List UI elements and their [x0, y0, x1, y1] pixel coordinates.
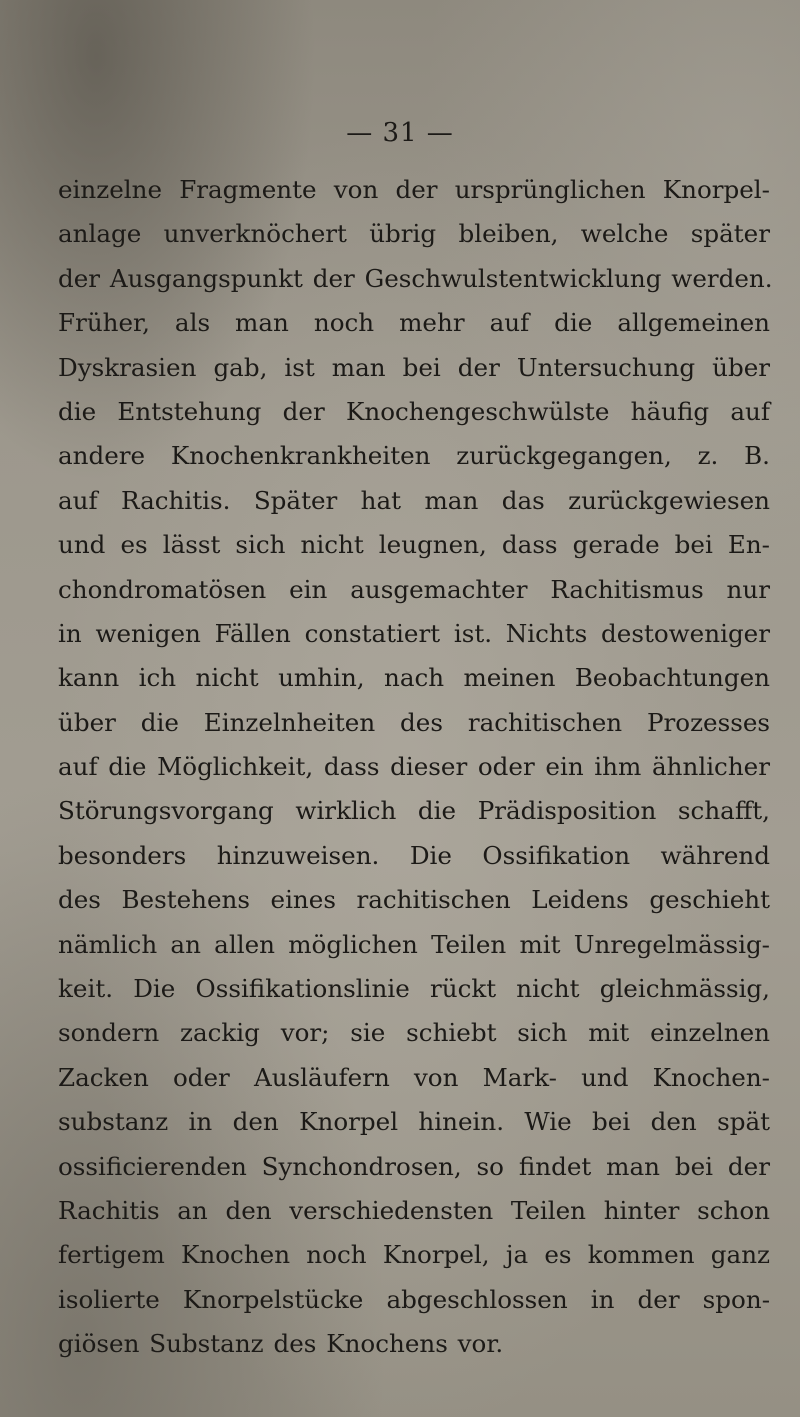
text-line: fertigem Knochen noch Knorpel, ja es kommen ganz	[58, 1240, 770, 1270]
text-line: Früher, als man noch mehr auf die allgemeinen	[58, 308, 770, 338]
text-line: besonders hinzuweisen. Die Ossifikation während	[58, 840, 770, 870]
text-line: der Ausgangspunkt der Geschwulstentwicklung werden.	[58, 263, 773, 293]
text-line: andere Knochenkrankheiten zurückgegangen, z. B.	[58, 441, 770, 471]
page-number: — 31 —	[346, 118, 454, 148]
text-line: einzelne Fragmente von der ursprünglichen Knorpel-	[58, 175, 770, 204]
text-line: Dyskrasien gab, ist man bei der Untersuchung über	[58, 352, 770, 382]
text-line: Rachitis an den verschiedensten Teilen hinter schon	[58, 1195, 770, 1225]
text-line: giösen Substanz des Knochens vor.	[58, 1329, 504, 1359]
text-line: sondern zackig vor; sie schiebt sich mit einzelnen	[58, 1018, 770, 1048]
text-line: auf Rachitis. Später hat man das zurückgewiesen	[58, 485, 770, 515]
text-line: substanz in den Knorpel hinein. Wie bei den spät	[58, 1107, 770, 1137]
text-line: die Entstehung der Knochengeschwülste häufig auf	[58, 396, 770, 426]
text-line: des Bestehens eines rachitischen Leidens geschieht	[58, 885, 770, 915]
text-line: ossificierenden Synchondrosen, so findet man bei der	[58, 1151, 770, 1181]
text-line: und es lässt sich nicht leugnen, dass gerade bei En-	[58, 530, 770, 560]
text-line: chondromatösen ein ausgemachter Rachitismus nur	[58, 574, 770, 604]
text-line: isolierte Knorpelstücke abgeschlossen in der spon-	[58, 1284, 770, 1314]
text-line: in wenigen Fällen constatiert ist. Nichts destoweniger	[58, 618, 770, 648]
text-line: kann ich nicht umhin, nach meinen Beobachtungen	[58, 663, 770, 693]
text-line: keit. Die Ossifikationslinie rückt nicht gleichmässig,	[58, 974, 770, 1004]
text-line: Zacken oder Ausläufern von Mark- und Knochen-	[58, 1062, 770, 1092]
text-line: anlage unverknöchert übrig bleiben, welche später	[58, 219, 770, 249]
body-text	[58, 168, 773, 1367]
text-line: Störungsvorgang wirklich die Prädisposition schafft,	[58, 796, 770, 826]
text-line: über die Einzelnheiten des rachitischen Prozesses	[58, 707, 770, 737]
text-line: nämlich an allen möglichen Teilen mit Unregelmässig-	[58, 929, 770, 959]
text-line: auf die Möglichkeit, dass dieser oder ein ihm ähnlicher	[58, 752, 770, 782]
